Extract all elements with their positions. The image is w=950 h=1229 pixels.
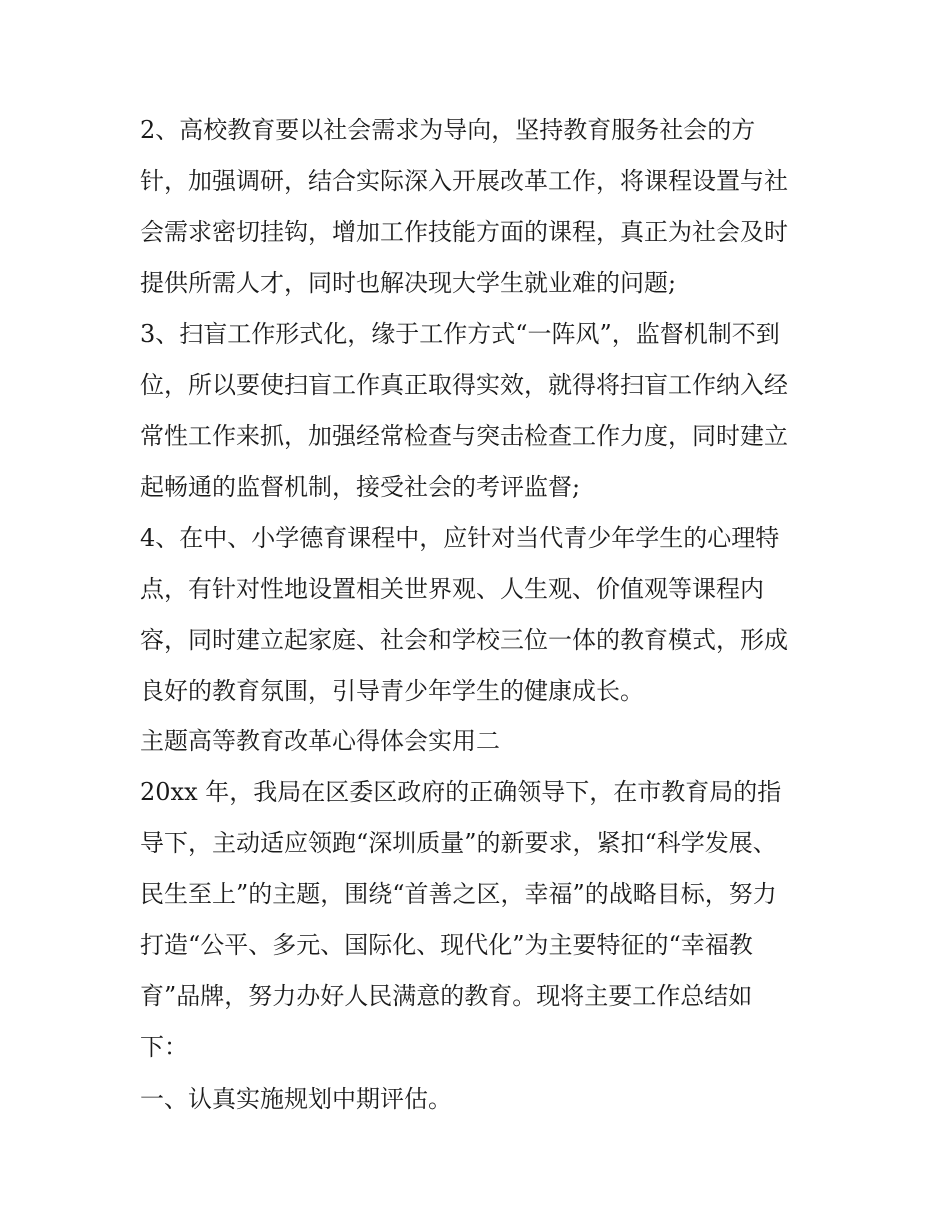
- text-line: 位，所以要使扫盲工作真正取得实效，就得将扫盲工作纳入经: [140, 371, 788, 399]
- text-line: 4、在中、小学德育课程中，应针对当代青少年学生的心理特: [140, 524, 780, 552]
- section-heading: 一、认真实施规划中期评估。: [140, 1085, 452, 1113]
- text-line: 提供所需人才，同时也解决现大学生就业难的问题;: [140, 269, 677, 297]
- text-line: 下：: [140, 1033, 188, 1061]
- section-heading: 主题高等教育改革心得体会实用二: [140, 727, 500, 755]
- text-line: 针，加强调研，结合实际深入开展改革工作，将课程设置与社: [140, 167, 788, 195]
- text-line: 起畅通的监督机制，接受社会的考评监督;: [140, 473, 581, 501]
- text-line: 点，有针对性地设置相关世界观、人生观、价值观等课程内: [140, 575, 764, 603]
- text-line: 20xx 年，我局在区委区政府的正确领导下，在市教育局的指: [140, 778, 782, 806]
- text-line: 民生至上”的主题，围绕“首善之区，幸福”的战略目标，努力: [140, 880, 777, 908]
- text-line: 打造“公平、多元、国际化、现代化”为主要特征的“幸福教: [140, 931, 753, 959]
- text-line: 良好的教育氛围，引导青少年学生的健康成长。: [140, 677, 644, 705]
- text-line: 导下，主动适应领跑“深圳质量”的新要求，紧扣“科学发展、: [140, 829, 777, 857]
- text-line: 常性工作来抓，加强经常检查与突击检查工作力度，同时建立: [140, 422, 788, 450]
- text-line: 3、扫盲工作形式化，缘于工作方式“一阵风”，监督机制不到: [140, 320, 780, 348]
- text-line: 会需求密切挂钩，增加工作技能方面的课程，真正为社会及时: [140, 218, 788, 246]
- text-line: 容，同时建立起家庭、社会和学校三位一体的教育模式，形成: [140, 626, 788, 654]
- text-line: 育”品牌，努力办好人民满意的教育。现将主要工作总结如: [140, 982, 753, 1010]
- text-line: 2、高校教育要以社会需求为导向，坚持教育服务社会的方: [140, 116, 756, 144]
